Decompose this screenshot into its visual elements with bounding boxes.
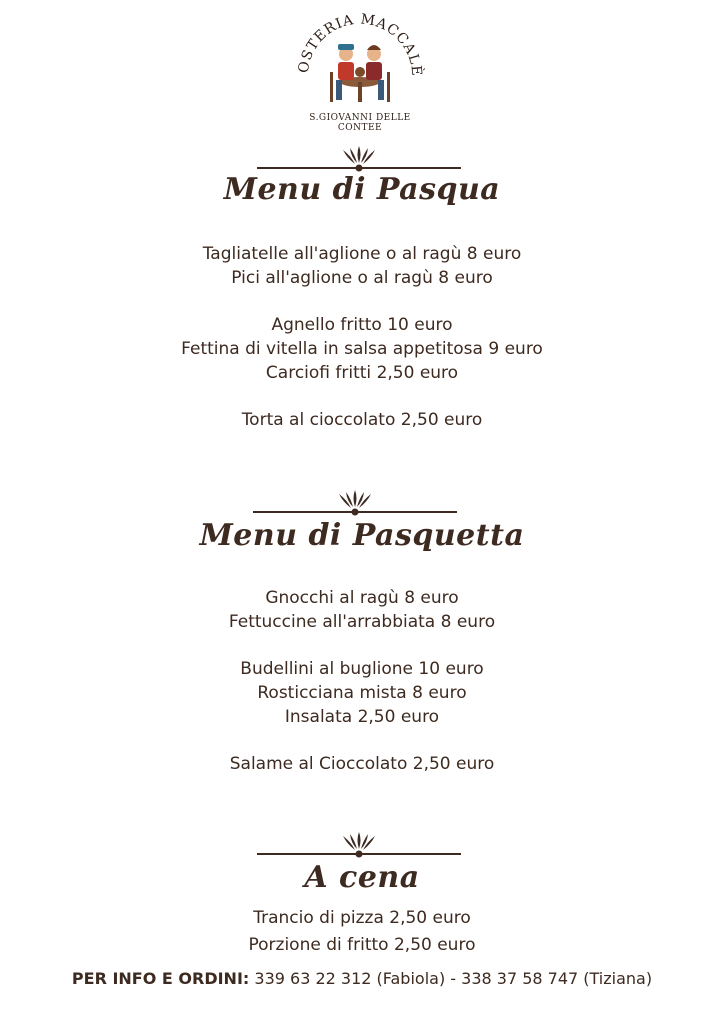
menu-item: Insalata 2,50 euro — [284, 707, 440, 727]
menu-item: Salame al Cioccolato 2,50 euro — [229, 754, 495, 774]
menu-item: Torta al cioccolato 2,50 euro — [241, 410, 483, 430]
menu-list-pasqua — [0, 242, 724, 432]
logo-emblem-icon — [290, 10, 430, 115]
menu-item: Tagliatelle all'aglione o al ragù 8 euro — [202, 244, 522, 264]
osteria-logo — [290, 10, 430, 133]
menu-item: Agnello fritto 10 euro — [271, 315, 453, 335]
section-title-pasqua: Menu di Pasqua — [223, 172, 501, 207]
logo-top-text: OSTERIA MACCALÈ — [295, 11, 425, 78]
ornament-divider — [257, 832, 461, 862]
menu-item: Fettuccine all'arrabbiata 8 euro — [228, 612, 496, 632]
menu-item: Rosticciana mista 8 euro — [257, 683, 467, 703]
section-title-a-cena: A cena — [304, 860, 420, 895]
menu-item: Gnocchi al ragù 8 euro — [265, 588, 459, 608]
menu-item: Carciofi fritti 2,50 euro — [265, 363, 459, 383]
menu-item: Trancio di pizza 2,50 euro — [253, 908, 471, 928]
contact-label: PER INFO E ORDINI: — [71, 969, 250, 988]
logo-sub-text: S.GIOVANNI DELLE CONTEE — [309, 113, 411, 133]
contact-phones: 339 63 22 312 (Fabiola) - 338 37 58 747 (Tiziana) — [249, 969, 653, 988]
ornament-divider — [253, 490, 457, 520]
menu-item: Budellini al buglione 10 euro — [240, 659, 484, 679]
menu-item: Porzione di fritto 2,50 euro — [248, 935, 476, 955]
menu-list-pasquetta — [0, 586, 724, 776]
section-title-pasquetta: Menu di Pasquetta — [199, 518, 525, 553]
menu-item: Fettina di vitella in salsa appetitosa 9 euro — [181, 339, 543, 359]
menu-list-a-cena — [0, 905, 724, 959]
menu-item: Pici all'aglione o al ragù 8 euro — [231, 268, 493, 288]
contact-info — [60, 965, 664, 992]
